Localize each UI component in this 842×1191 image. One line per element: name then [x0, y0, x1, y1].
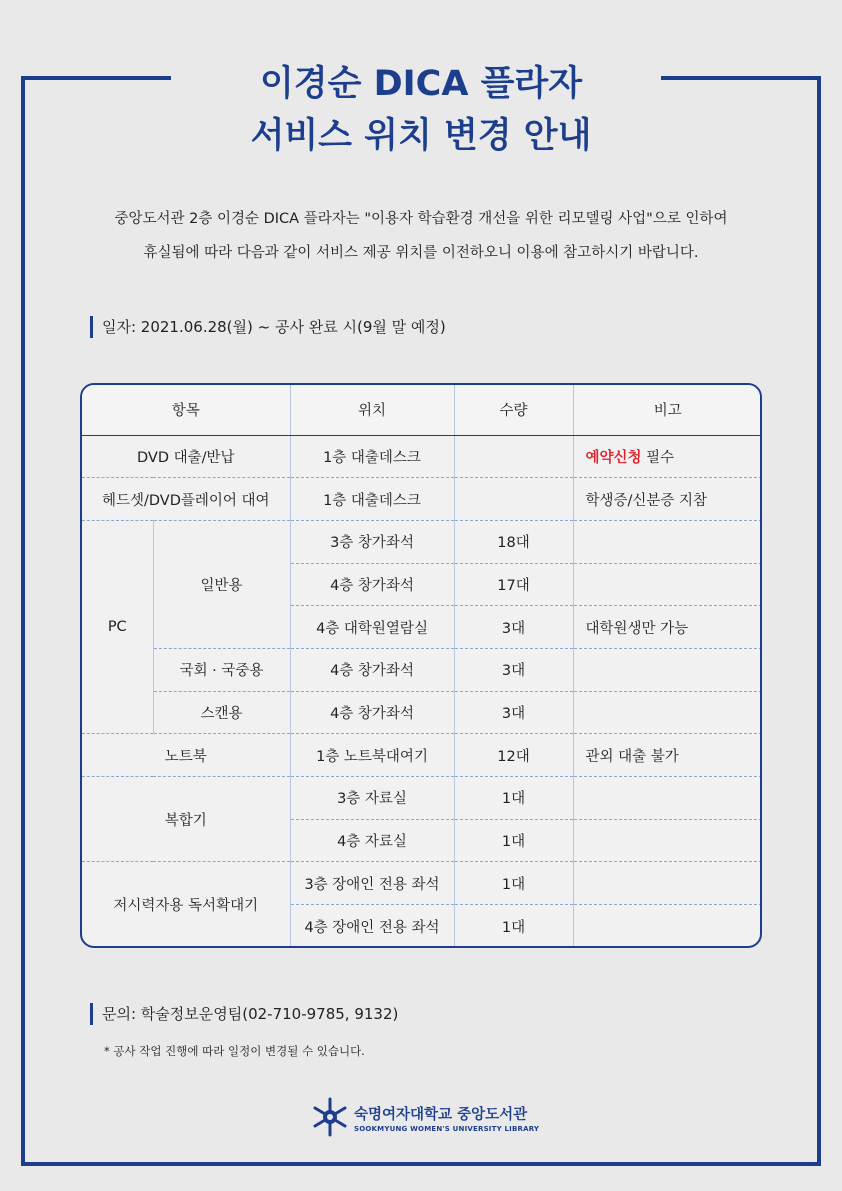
header-qty: 수량: [454, 385, 573, 435]
location-cell: 4층 장애인 전용 좌석: [290, 905, 454, 948]
intro-text: [40, 202, 802, 270]
sub-item-general: 일반용: [153, 520, 290, 648]
table-row: [82, 648, 762, 691]
date-label: 일자: 2021.06.28(월) ~ 공사 완료 시(9월 말 예정): [90, 316, 446, 338]
location-cell: 4층 자료실: [290, 819, 454, 862]
item-cell: DVD 대출/반납: [136, 449, 235, 466]
location-cell: 1층 대출데스크: [290, 435, 454, 478]
snowflake-emblem-icon: [312, 1097, 348, 1137]
note-cell: [573, 777, 762, 820]
page-title: [0, 58, 842, 162]
note-cell: 관외 대출 불가: [573, 734, 762, 777]
sub-item-national: 국회 · 국중용: [153, 648, 290, 691]
item-cell: 헤드셋/DVD플레이어 대여: [82, 478, 290, 521]
note-text: 필수: [641, 449, 675, 466]
item-cell: 노트북: [82, 734, 290, 777]
frame-left-line: [21, 76, 25, 1166]
location-cell: 4층 대학원열람실: [290, 606, 454, 649]
note-cell: [573, 905, 762, 948]
reservation-highlight: 예약신청: [585, 449, 642, 466]
footnote: * 공사 작업 진행에 따라 일정이 변경될 수 있습니다.: [104, 1044, 365, 1058]
table-row: [82, 691, 762, 734]
item-cell-pc: PC: [82, 520, 153, 733]
note-cell: [573, 563, 762, 606]
qty-cell: 1대: [454, 777, 573, 820]
table-row: [82, 520, 762, 563]
qty-cell: 17대: [454, 563, 573, 606]
note-cell: [573, 819, 762, 862]
intro-line-2: 휴실됨에 따라 다음과 같이 서비스 제공 위치를 이전하오니 이용에 참고하시기 바랍니다.: [143, 245, 699, 261]
qty-cell: 3대: [454, 648, 573, 691]
qty-cell: 1대: [454, 862, 573, 905]
note-cell: 대학원생만 가능: [573, 606, 762, 649]
table-row: [82, 435, 762, 478]
service-table: [80, 383, 762, 948]
location-cell: 4층 창가좌석: [290, 648, 454, 691]
qty-cell: 12대: [454, 734, 573, 777]
location-cell: 4층 창가좌석: [290, 563, 454, 606]
note-cell: [573, 435, 762, 478]
table-row: [82, 734, 762, 777]
intro-line-1: 중앙도서관 2층 이경순 DICA 플라자는 "이용자 학습환경 개선을 위한 리모델링 사업"으로 인하여: [114, 211, 728, 227]
qty-cell: 3대: [454, 691, 573, 734]
table-row: [82, 862, 762, 905]
logo-name: 숙명여자대학교 중앙도서관: [354, 1107, 528, 1123]
item-cell-mfp: 복합기: [82, 777, 290, 862]
note-cell: [573, 520, 762, 563]
note-cell: 학생증/신분증 지참: [573, 478, 762, 521]
frame-bottom-line: [21, 1162, 821, 1166]
location-cell: 1층 대출데스크: [290, 478, 454, 521]
logo-name-en: SOOKMYUNG WOMEN'S UNIVERSITY LIBRARY: [354, 1125, 540, 1133]
header-note: 비고: [573, 385, 762, 435]
header-location: 위치: [290, 385, 454, 435]
qty-cell: 18대: [454, 520, 573, 563]
qty-cell: 3대: [454, 606, 573, 649]
location-cell: 4층 창가좌석: [290, 691, 454, 734]
header-item: 항목: [82, 385, 290, 435]
location-cell: 3층 창가좌석: [290, 520, 454, 563]
location-cell: 3층 장애인 전용 좌석: [290, 862, 454, 905]
item-cell-magnifier: 저시력자용 독서확대기: [82, 862, 290, 947]
title-line-2: 서비스 위치 변경 안내: [250, 116, 592, 156]
note-cell: [573, 691, 762, 734]
qty-cell: 1대: [454, 905, 573, 948]
location-cell: 3층 자료실: [290, 777, 454, 820]
contact-label: 문의: 학술정보운영팀(02-710-9785, 9132): [90, 1003, 398, 1025]
location-cell: 1층 노트북대여기: [290, 734, 454, 777]
table-header-row: [82, 385, 762, 435]
frame-right-line: [817, 76, 821, 1166]
note-cell: [573, 862, 762, 905]
qty-cell: [454, 435, 573, 478]
table-row: [82, 478, 762, 521]
qty-cell: 1대: [454, 819, 573, 862]
title-line-1: 이경순 DICA 플라자: [259, 64, 583, 104]
sub-item-scan: 스캔용: [153, 691, 290, 734]
note-cell: [573, 648, 762, 691]
table-row: [82, 777, 762, 820]
library-logo: [312, 1097, 542, 1139]
qty-cell: [454, 478, 573, 521]
